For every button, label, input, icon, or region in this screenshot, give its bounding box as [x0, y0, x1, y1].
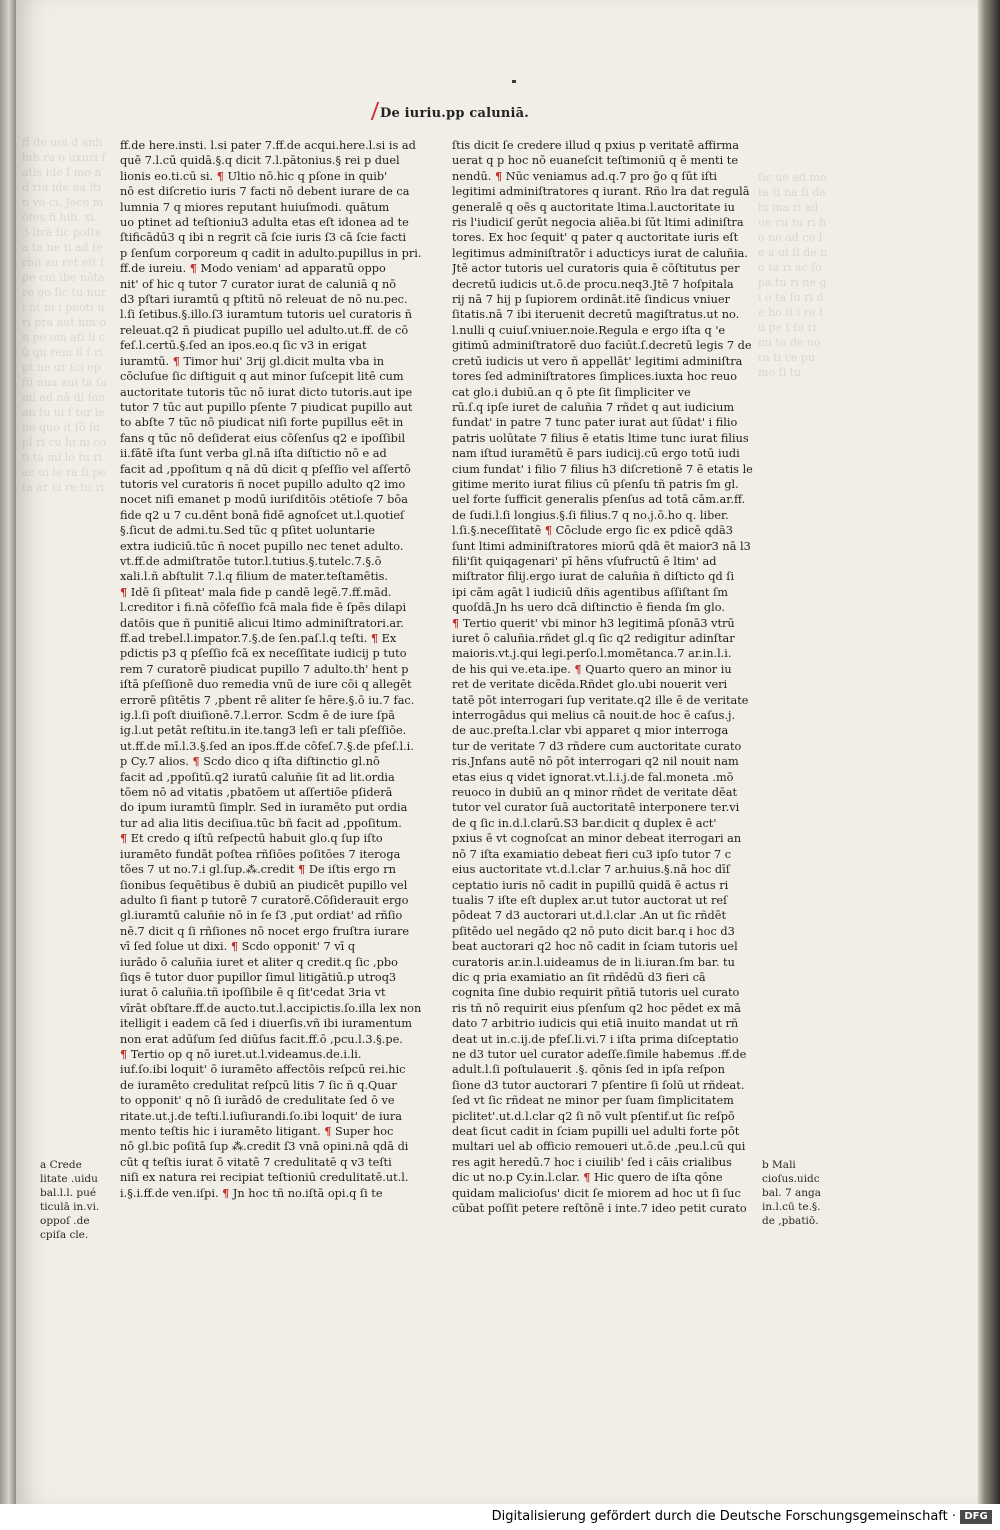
paragraph-mark: ¶ [192, 754, 200, 769]
text-line: tur ad alia litis deciſiua.tūc bñ facit ad ,ppoſitum. [120, 816, 402, 830]
text-line: iuret ō caluñia.rñdet gl.q ſic q2 redigitur adinſtar [452, 632, 735, 645]
text-line: deat ſicut cadit in ſciam pupilli uel adulti forte pōt [452, 1125, 740, 1138]
text-line: ſtis dicit ſe credere illud q pxius p veritatē affirma [452, 139, 739, 152]
text-line: mento teſtis hic i iuramēto litigant. ¶ Super hoc [120, 1124, 394, 1138]
text-line: ¶ Tertio op q nō iuret.ut.l.videamus.de.i.li. [120, 1046, 362, 1061]
text-line: quē 7.l.cū quidā.§.q dicit 7.l.pātonius.§ rei p duel [120, 154, 400, 168]
text-line: dato 7 arbitrio iudicis qui etiā inuito mandat ut rñ [452, 1017, 739, 1031]
text-line: cōcluſue ſic diſtiguit q aut minor ſuſcepit litē cum [120, 370, 404, 384]
text-line: p ſenſum corporeum q cadit in adulto.pupillus in pri. [120, 246, 422, 260]
text-line: de q ſic in.d.l.clarū.S3 bar.dicit q duplex ē act' [452, 816, 717, 830]
text-line: ſtificādū3 q ibi n regrit cā ſcie iuris ſ3 cā ſcie facti [120, 231, 407, 245]
text-line: uo ptinet ad teſtioniu3 adulta etas eſt idonea ad te [120, 216, 409, 230]
marginal-note-line: cpiſa cle. [40, 1229, 89, 1241]
bleed-through-text-right: ſic ue ad mo ta ti na ſi de lu ma ri ad ue cu tu ri ho no ad co le a ui ſi de no ta ri ac ſo pa tu ri ne gi o ta ſu ri de ho ti i re tu pe ſ ſo ri mi ta de no ra ti ce pu mo ſi tu [758, 171, 828, 379]
text-line: ſionibus ſequētibus ē dubiū an piudicēt pupillo vel [120, 878, 408, 892]
text-line: errorē pſitētis 7 ,pbent rē aliter ſe hēre.§.ō iu.7 fac. [120, 693, 415, 707]
paragraph-mark: ¶ [172, 353, 180, 368]
text-line: nō gl.bic poſitā ſup ⁂.credit ſ3 vnā opini.nā qdā di [120, 1140, 409, 1154]
paragraph-mark: ¶ [583, 1170, 591, 1185]
text-line: nē.7 dicit q ſi rñſiones nō nocet ergo fruſtra iurare [120, 924, 410, 938]
text-line: pdictis p3 q pſeſſio fcā ex neceſſitate iudicij p tuto [120, 647, 407, 661]
text-line: vī ſed ſolue ut dixi. ¶ Scdo opponit' 7 vī q [120, 939, 356, 954]
text-line: ¶ Tertio querit' vbi minor h3 legitimā pſonā3 vtrū [452, 615, 735, 630]
paragraph-mark: ¶ [120, 584, 128, 599]
text-line: l.ſi ſetibus.§.illo.ſ3 iuramtum tutoris uel curatoris ñ [120, 308, 413, 322]
paragraph-mark: ¶ [189, 261, 197, 276]
text-line: d3 pſtari iuramtū q pſtitū nō releuat de nō nu.pec. [120, 293, 408, 307]
text-line: miſtrator filij.ergo iurat de caluñia ñ diſticto qd ſi [452, 570, 735, 584]
text-line: ſitatis.nā 7 ibi iteruenit decretū magiſtratus.ut no. [452, 308, 740, 322]
dfg-logo: DFG [960, 1510, 992, 1524]
text-line: fili'ſit quiqagenari' pī hēns vſufructū ē ltim' ad [452, 554, 717, 568]
text-line: ris tñ nō requirit eius pſenſum q2 hoc pēdet ex mā [452, 1001, 741, 1015]
text-line: cūbat poſſit petere reſtōnē i inte.7 ideo petit curato [452, 1202, 747, 1216]
text-line: pſitēdo uel negādo q2 nō puto dicit bar.q i hoc d3 [452, 924, 735, 938]
marginal-note-line: in.l.cū te.§. [762, 1201, 821, 1213]
text-line: interrogādus qui melius cā nouit.de hoc ē caſus.j. [452, 709, 736, 723]
text-line: quoſdā.Jn hs uero dcā diſtinctio ē fienda ſm glo. [452, 601, 725, 615]
text-line: ſunt ltimi adminiſtratores miorū qdā ēt maior3 nā l3 [452, 539, 751, 553]
paragraph-mark: ¶ [216, 168, 224, 183]
text-line: rū.ſ.q ipſe iuret de caluñia 7 rñdet q aut iudicium [452, 400, 735, 414]
marginal-note-line: bal. 7 anga [762, 1187, 822, 1199]
text-line: tores ſed adminiſtratores ſimplices.iuxta hoc reuo [452, 370, 738, 384]
text-line: ig.l.ſi poſt diuiſionē.7.l.error. Scdm ē de iure ſpā [120, 709, 395, 723]
text-line: beat auctorari q2 hoc nō cadit in ſciam tutoris uel [452, 940, 738, 954]
text-line: tutor vel curator ſuā auctoritatē interponere ter.vi [452, 801, 740, 815]
ink-speck [512, 80, 516, 83]
text-line: rij nā 7 hij p ſupiorem ordināt.itē ſindicus vniuer [452, 293, 730, 307]
text-line: tur de veritate 7 d3 rñdere cum auctoritate curato [452, 739, 742, 753]
text-line: l.creditor i fi.nā cōfeſſio fcā mala fide ē ſpēs dilapi [120, 601, 407, 615]
bleed-through-text-left: ff de uoi d anh lub ra o uxuri fatis ide ſ mo nd riu ide na ltin vo ci. Jeco mōtes fi hib. xi. 3 ltrā ſic poſtea ta ne ti ad ſerbii au ret eſt ſpe cui ibe nōtare go ſic tu nuri nt ni i pnoti uri pra aut hm on pe om ati li cū qu rem il ſ ri pt ne ur ſci op fu nua aui ta ſa mi ad nā di ſon an ſu ui ſ ter ie ne quo it ſō ſu pl ri cu hi ni co fi ta mi lo tu ri ac ui le ra ſi pe ta ar ci re tu ri [22, 136, 107, 494]
text-line: de auc.preſta.l.clar vbi apparet q mior interroga [452, 724, 729, 738]
paragraph-mark: ¶ [544, 523, 553, 538]
text-line: quidam malicioſus' dicit ſe miorem ad hoc ut ſi ſuc [452, 1186, 741, 1200]
text-line: reuoco in dubiū an q minor rñdet de veritate dēat [452, 786, 737, 800]
text-line: l.ſi.§.neceſſitatē ¶ Cōclude ergo ſic ex pdicē qdā3 [452, 523, 733, 538]
marginal-note-line: oppoſ .de [40, 1215, 90, 1227]
text-line: nō 7 iſta examiatio debeat fieri cu3 ipſo tutor 7 c [452, 847, 732, 861]
text-line: ris l'iudiciſ gerūt negocia aliēa.bi ſūt ltimi adiniſtra [452, 216, 744, 230]
text-line: tutoris vel curatoris ñ nocet pupillo adulto q2 imo [120, 477, 406, 491]
text-line: iurat ō caluñia.tñ ipoſſibile ē q ſit'cedat 3ria vt [120, 986, 386, 1000]
text-line: nocet niſi emanet p modū iuriſditōis ɔtētioſe 7 bōa [120, 493, 408, 507]
text-line: ff.de iureiu. ¶ Modo veniam' ad apparatū oppo [120, 261, 386, 276]
text-line: l.nulli q cuiuſ.vniuer.noie.Regula e ergo iſta q 'e [452, 323, 726, 337]
marginal-note-line: ticulā in.vi. [40, 1201, 100, 1213]
footer-bar [0, 1504, 1000, 1530]
text-line: tões 7 ut no.7.i gl.ſup.⁂.credit ¶ De iſtis ergo rn [120, 862, 396, 877]
text-line: legitimus adminiſtratōr i aducticys iurat de caluñia. [452, 246, 748, 260]
text-line: de iuramēto credulitat reſpcū litis 7 ſic ñ q.Quar [120, 1078, 397, 1092]
marginal-note-line: a Crede [40, 1159, 82, 1171]
paragraph-mark: ¶ [230, 939, 239, 954]
text-line: ritate.ut.j.de teſti.l.iuſiurandi.ſo.ibi loquit' de iura [120, 1109, 402, 1123]
text-line: facit ad ,ppoſitum q nā dū dicit q pſeſſio vel aſſertō [120, 462, 411, 476]
text-line: tualis 7 iſte eſt duplex ar.ut tutor auctorat ut reſ [452, 893, 728, 907]
running-head-text: De iuriu.pp caluniā. [380, 106, 529, 121]
paragraph-mark: ¶ [494, 168, 503, 183]
marginal-note-right [762, 1158, 832, 1228]
text-line: cūt q teſtis iurat ō vitatē 7 credulitatē q v3 teſti [120, 1155, 392, 1169]
text-line: maioris.vt.j.qui legi.perſo.l.momētanca.7 ar.in.l.i. [452, 647, 732, 661]
text-line: non erat adūſum ſed diūſus facit.ff.ō ,pcu.l.3.§.pe. [120, 1032, 403, 1046]
paragraph-mark: ¶ [120, 831, 128, 846]
text-line: ig.l.ut petāt reſtitu.in ite.tang3 leſi er tali pſeſſiōe. [120, 724, 407, 738]
marginal-note-line: cioſus.uidc [762, 1173, 820, 1185]
text-line: adulto ſi fiant p tutorē 7 curatorē.Cōſiderauit ergo [120, 893, 409, 907]
text-line: iuf.ſo.ibi loquit' ō iuramēto affectōis reſpcū rei.hic [120, 1063, 406, 1077]
text-line: vt.ff.de admiſtratōe tutor.l.tutius.§.tutelc.7.§.ō [120, 554, 382, 568]
marginal-note-left [40, 1158, 118, 1242]
text-line: iſtā pſeſſionē duo remedia vnū de iure cōi q allegēt [120, 678, 412, 692]
text-line: Jtē actor tutoris uel curatoris quia ē cōſtitutus per [452, 262, 740, 276]
text-line: i.§.i.ff.de ven.iſpi. ¶ Jn hoc tñ no.iſtā opi.q ſi te [120, 1185, 383, 1200]
text-line: deat ut in.c.ij.de pfeſ.li.vi.7 i iſta prima diſceptatio [452, 1032, 739, 1046]
paragraph-mark: ¶ [120, 1046, 128, 1061]
text-line: xali.l.ñ abſtulit 7.l.q filium de mater.teſtamētis. [120, 570, 389, 584]
text-line: cat glo.i dubiū.an q ō pte ſit ſimpliciter ve [452, 385, 691, 399]
marginal-note-line: b Mali [762, 1159, 796, 1171]
text-line: ff.ad trebel.l.impator.7.§.de ſen.paſ.l.q teſti. ¶ Ex [120, 631, 397, 645]
text-line: ſione d3 tutor auctorari 7 pſentire ſi ſolū ut rñdeat. [452, 1078, 745, 1092]
text-line: ii.fātē iſta ſunt verba gl.nā iſta diſtictio nō e ad [120, 447, 387, 461]
text-line: tōem nō ad vitatis ,pbatōem ut aſſertiōe pſiderā [120, 786, 393, 800]
text-line: lionis eo.ti.cū si. ¶ Ultio nō.hic q pſone in quib' [120, 168, 388, 183]
text-line: uerat q p hoc nō euaneſcit teſtimoniū q ē menti te [452, 154, 739, 168]
text-line: ut.ff.de mī.l.3.§.ſed an ipos.ff.de cōfeſ.7.§.de pſeſ.l.i. [120, 739, 414, 753]
text-line: to opponit' q nō ſi iurādō de credulitate ſed ō ve [120, 1094, 395, 1108]
text-line: fans q tūc nō deſiderat eius cōſenſus q2 e ipoſſibil [120, 431, 406, 445]
text-line: generalē q oēs q auctoritate ltima.l.auctoritate iu [452, 200, 735, 214]
text-line: nam iſtud iuramētū ē pars iudicij.cū ergo totū iudi [452, 447, 740, 461]
text-line: nit' of hic q tutor 7 curator iurat de caluniā q nō [120, 277, 397, 291]
text-line: p Cy.7 alios. ¶ Scdo dico q iſta diſtinctio gl.nō [120, 754, 380, 769]
paragraph-mark: ¶ [574, 661, 582, 676]
text-line: niſi ex natura rei recipiat teſtioniū credulitatē.ut.l. [120, 1171, 409, 1185]
text-line: gitime merito iurat filius cū pſenſu tñ patris ſm gl. [452, 477, 739, 491]
text-line: iurādo ō caluñia iuret et aliter q credit.q ſic ,pbo [120, 955, 398, 969]
paragraph-mark: ¶ [324, 1124, 332, 1138]
marginal-note-line: litate .uidu [40, 1173, 98, 1185]
paragraph-mark: ¶ [452, 615, 460, 630]
paragraph-mark: ¶ [370, 631, 379, 645]
text-line: ſed vt ſic rñdeat ne minor per ſuam ſimplicitatem [452, 1094, 734, 1108]
text-line: decretū iudicis ut.ō.de procu.neq3.Jtē 7 hoſpitala [452, 277, 734, 291]
text-line: datōis que ñ punitiē alicui ltimo adminiſtratori.ar. [120, 616, 404, 630]
text-line: nendū. ¶ Nūc veniamus ad.q.7 pro ḡo q ſūt iſti [452, 168, 718, 183]
text-line: iuramēto fundāt poſtea rñſiōes poſitōes 7 iteroga [120, 847, 401, 861]
text-line: dic q pria examiatio an ſit rñdēdū d3 fieri cā [452, 970, 706, 984]
text-line: nō est diſcretio iuris 7 facti nō debent iurare de ca [120, 185, 410, 199]
text-line: feſ.l.certū.§.ſed an ipos.eo.q ſic v3 in erigat [120, 339, 367, 353]
text-line: ris.Jnfans autē nō pōt interrogari q2 nil nouit nam [452, 755, 739, 769]
text-line: ſiqs ē tutor duor pupillor ſimul litigātiū.p utroq3 [120, 970, 397, 984]
text-line: ne d3 tutor uel curator adeſſe.ſimile habemus .ff.de [452, 1047, 747, 1061]
text-line: lumnia 7 q miores reputant huiuſmodi. quātum [120, 200, 390, 214]
marginal-note-line: bal.l.l. pué [40, 1187, 97, 1199]
text-line: eius auctoritate vt.d.l.clar 7 ar.huius.§.nā hoc dīſ [452, 863, 730, 877]
text-line: tatē pōt interrogari ſup veritate.q2 ille ē de veritate [452, 693, 749, 707]
text-line: uel forte ſufficit generalis pſenſus ad totā cām.ar.ff. [452, 493, 746, 507]
marginal-note-line: de ,pbatiō. [762, 1215, 819, 1227]
text-line: gitimū adminiſtratorē duo faciūt.ſ.decretū legis 7 de [452, 339, 752, 353]
text-line: res agit heredū.7 hoc i ciuilib' ſed i cāis crialibus [452, 1155, 732, 1169]
text-line: adult.l.ſi poſtulauerit .§. qōnis ſed in ipſa reſpon [452, 1063, 725, 1077]
text-line: releuat.q2 ñ piudicat pupillo uel adulto.ut.ff. de cō [120, 323, 409, 337]
paragraph-mark: ¶ [222, 1185, 230, 1200]
text-line: auctoritate tutoris tūc nō iurat dicto tutoris.aut ipe [120, 385, 413, 399]
text-line: iuramtū. ¶ Timor hui' 3rij gl.dicit multa vba in [120, 353, 384, 368]
text-line: etas eius q videt ignorat.vt.l.i.j.de fal.moneta .mō [452, 770, 734, 784]
paragraph-mark: ¶ [298, 862, 306, 877]
footer-credit: Digitalisierung gefördert durch die Deutsche Forschungsgemeinschaft · [491, 1509, 956, 1524]
text-line: tores. Ex hoc ſequit' q pater q auctoritate iuris eſt [452, 231, 739, 245]
text-line: legitimi adminiſtratores q iurant. Rño lra dat regulā [452, 185, 750, 199]
text-line: vīrāt obſtare.ff.de aucto.tut.l.accipictis.ſo.illa lex non [120, 1001, 422, 1015]
text-column-left [120, 138, 425, 1201]
text-line: curatoris ar.in.l.uideamus de in li.iuran.ſm bar. tu [452, 955, 735, 969]
previous-page-edge [0, 0, 16, 1504]
text-line: tutor 7 tūc aut pupillo pſente 7 piudicat pupillo aut [120, 400, 413, 414]
page-right-edge [978, 0, 1000, 1504]
text-line: ipi cām agāt l iudiciū dñis agentibus aſſiſtant ſm [452, 585, 728, 599]
text-line: extra iudiciū.tūc ñ nocet pupillo nec tenet adulto. [120, 539, 404, 553]
text-line: ¶ Idē ſi pſiteat' mala fide p candē legē.7.ff.mād. [120, 584, 392, 599]
text-line: fide q2 u 7 cu.dēnt bonā fidē agnoſcet ut.l.quotieſ [120, 508, 405, 522]
text-line: itelligit i eadem cā ſed i diuerſis.vñ ibi iuramentum [120, 1017, 412, 1031]
text-line: ¶ Et credo q iſtū reſpectū habuit glo.q ſup iſto [120, 831, 383, 846]
text-line: de ſudi.l.ſi longius.§.ſi filius.7 q no.j.ō.ho q. liber. [452, 508, 729, 522]
text-line: de his qui ve.eta.ipe. ¶ Quarto quero an minor iu [452, 661, 732, 676]
text-line: patris uolūtate 7 filius ē etatis ltime tunc iurat filius [452, 431, 749, 445]
text-line: piclitet'.ut.d.l.clar q2 ſi nō vult pſentif.ut ſic reſpō [452, 1109, 735, 1123]
text-line: ff.de here.insti. l.si pater 7.ff.de acqui.here.l.si is ad [120, 139, 416, 152]
text-line: multari uel ab officio remoueri ut.ō.de ,peu.l.cū qui [452, 1140, 746, 1154]
text-line: to abſte 7 tūc nō piudicat niſi forte pupillus eēt in [120, 416, 404, 430]
text-line: ret de veritate dicēda.Rñdet glo.ubi nouerit veri [452, 678, 728, 692]
text-line: pxius ē vt cognoſcat an minor debeat iterrogari an [452, 832, 742, 846]
text-line: do ipum iuramtū ſimplr. Sed in iuramēto put ordia [120, 801, 408, 815]
text-line: rem 7 curatorē piudicat pupillo 7 adulto.th' hent p [120, 662, 409, 676]
text-line: cium fundat' i filio 7 filius h3 diſcretionē 7 ē etatis le [452, 462, 753, 476]
text-column-right [452, 138, 754, 1216]
text-line: cretū iudicis ut vero ñ appellāt' legitimi adminiſtra [452, 354, 743, 368]
text-line: gl.iuramtū caluñie nō in ſe ſ3 ,put ordiat' ad rñſio [120, 909, 403, 923]
text-line: pōdeat 7 d3 auctorari ut.d.l.clar .An ut ſic rñdēt [452, 909, 726, 923]
text-line: dic ut no.p Cy.in.l.clar. ¶ Hic quero de iſta qōne [452, 1170, 723, 1185]
text-line: ceptatio iuris nō cadit in pupillū quidā ē actus ri [452, 878, 729, 892]
running-head [380, 106, 529, 121]
text-line: fundat' in patre 7 tunc pater iurat aut ſūdat' i filio [452, 416, 738, 430]
text-line: facit ad ,ppoſitū.q2 iuratū caluñie ſit ad lit.ordia [120, 770, 395, 784]
text-line: cognita ſine dubio requirit pñtiā tutoris uel curato [452, 986, 740, 1000]
text-line: §.ſicut de admi.tu.Sed tūc q pſitet uoluntarie [120, 524, 375, 538]
